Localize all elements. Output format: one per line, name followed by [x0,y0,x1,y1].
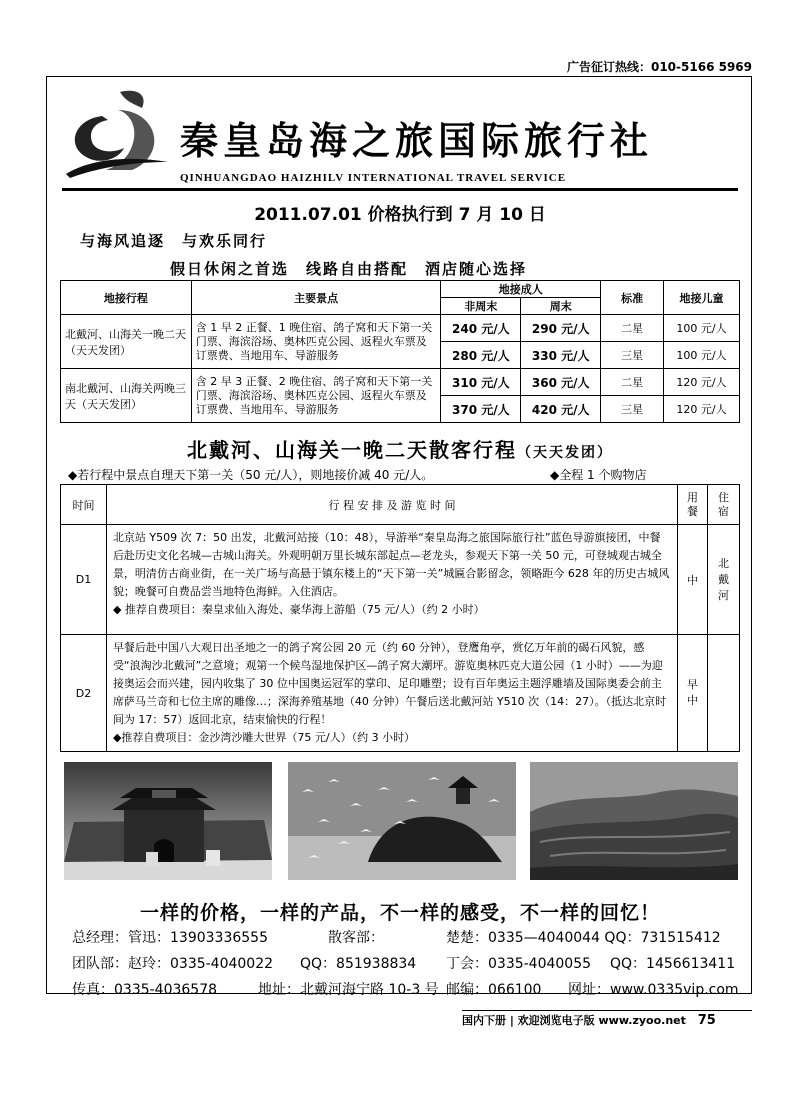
header-sights: 主要景点 [191,281,441,315]
contact-ding: 丁会：0335-4040055 [446,956,592,972]
price-weekday: 280 元/人 [441,342,521,369]
photo-shanhaiguan-gate [64,762,272,880]
price-weekend: 290 元/人 [521,315,601,342]
contact-team-dept: 团队部：赵玲：0335-4040022 [72,956,274,972]
day-schedule: 北京站 Y509 次 7：50 出发，北戴河站接（10：48），导游举“秦皇岛海之旅国际旅行社”蓝色导游旗接团，中餐后赴历史文化名城—古城山海关。外观明朝万里长城东部起点—老龙头，参观天下第一关 50 元，可登城观古城全景，明清仿古商业街，在一关广场与高悬于镇东楼上的“天下第一关”城匾合影留念，领略距今 628 年的历史古城风貌；晚餐可自费品尝当地特色海鲜。入住酒店。 [112,531,670,598]
header-time: 时间 [61,485,107,525]
contact-ding-qq: QQ：1456613411 [610,956,736,972]
day-recommend: ◆推荐自费项目：金沙湾沙雕大世界（75 元/人）（约 3 小时） [112,731,416,744]
tour-note-optional: ◆若行程中景点自理天下第一关（50 元/人），则地接价减 40 元/人。 [68,468,434,482]
day-meal: 中 [678,525,708,635]
price-child: 120 元/人 [664,396,740,423]
tour-note-shopping: ◆全程 1 个购物店 [550,468,647,482]
hotel-standard: 三星 [601,342,664,369]
page-number: 75 [697,1013,716,1028]
photo-pigeon-nest-seagulls [288,762,516,880]
photo-coastal-rocks [530,762,738,880]
day-recommend: ◆ 推荐自费项目：秦皇求仙入海处、豪华海上游船（75 元/人）（约 2 小时） [112,603,485,616]
route-name: 南北戴河、山海关两晚三天（天天发团） [61,369,192,423]
route-sights: 含 2 早 3 正餐、2 晚住宿、鸽子窝和天下第一关门票、海滨浴场、奥林匹克公园、返程火车票及订票费、当地用车、导游服务 [191,369,441,423]
header-standard: 标准 [601,281,664,315]
table-row [61,635,740,752]
price-weekend: 420 元/人 [521,396,601,423]
day-stay [707,635,739,752]
header-meal: 用餐 [678,485,708,525]
footer-divider [462,1010,752,1011]
price-weekend: 360 元/人 [521,369,601,396]
route-sights: 含 1 早 2 正餐、1 晚住宿、鸽子窝和天下第一关门票、海滨浴场、奥林匹克公园、返程火车票及订票费、当地用车、导游服务 [191,315,441,369]
price-child: 100 元/人 [664,342,740,369]
price-weekday: 370 元/人 [441,396,521,423]
header-stay: 住宿 [707,485,739,525]
price-weekday: 240 元/人 [441,315,521,342]
day-label: D1 [61,525,107,635]
day-description [106,635,677,752]
footer-text: 国内下册 | 欢迎浏览电子版 www.zyoo.net [462,1014,686,1027]
contact-fit-dept: 散客部： [328,930,384,946]
contact-chuchu: 楚楚：0335—4040044 QQ：731515412 [446,930,721,946]
price-weekend: 330 元/人 [521,342,601,369]
contact-gm: 总经理：管迅：13903336555 [72,930,268,946]
table-row [61,315,740,342]
day-schedule: 早餐后赴中国八大观日出圣地之一的鸽子窝公园 20 元（约 60 分钟），登鹰角亭，赏亿万年前的碣石风貌，感受“浪淘沙北戴河”之意境；观第一个候鸟湿地保护区—鸽子窝大潮坪。游览奥林匹克大道公园（1 小时）——为迎接奥运会而兴建，园内收集了 30 位中国奥运冠军的掌印、足印雕塑；设有百年奥运主题浮雕墙及国际奥委会前主席萨马兰奇和七位主席的雕像…；深海养殖基地（40 分钟）午餐后送北戴河站 Y510 次（14：27）。（抵达北京时间为 17：57）返回北京，结束愉快的行程！ [112,641,667,726]
contact-team-qq: QQ：851938834 [300,956,417,972]
hotel-standard: 三星 [601,396,664,423]
agency-logo-icon [62,86,170,178]
hotel-standard: 二星 [601,315,664,342]
slogan-secondary: 假日休闲之首选 线路自由搭配 酒店随心选择 [170,260,528,278]
day-label: D2 [61,635,107,752]
contact-fax: 传真：0335-4036578 [72,982,218,998]
table-row [61,525,740,635]
contact-address: 地址：北戴河海宁路 10-3 号 [258,982,439,998]
slogan-primary: 与海风追逐 与欢乐同行 [80,232,268,250]
agency-title-cn: 秦皇岛海之旅国际旅行社 [180,118,654,163]
tour-title [0,434,800,463]
ad-hotline: 广告征订热线：010-5166 5969 [566,60,752,74]
header-adult: 地接成人 [441,281,601,298]
agency-title-en: QINHUANGDAO HAIZHILV INTERNATIONAL TRAVEL SERVICE [180,172,567,184]
hotel-standard: 二星 [601,369,664,396]
header-child: 地接儿童 [664,281,740,315]
header-schedule: 行 程 安 排 及 游 览 时 间 [106,485,677,525]
brand-tagline: 一样的价格，一样的产品，不一样的感受，不一样的回忆！ [139,902,660,924]
header-weekend: 周末 [521,298,601,315]
table-row [61,369,740,396]
price-child: 120 元/人 [664,369,740,396]
contact-website: 网址：www.0335vip.com [568,982,739,998]
tour-title-main: 北戴河、山海关一晚二天散客行程 [187,438,517,462]
header-route: 地接行程 [61,281,192,315]
day-stay: 北戴河 [707,525,739,635]
price-table [60,280,740,423]
price-child: 100 元/人 [664,315,740,342]
day-description [106,525,677,635]
contact-postcode: 邮编：066100 [446,982,542,998]
price-weekday: 310 元/人 [441,369,521,396]
tour-title-suffix: （天天发团） [517,445,613,461]
price-validity: 2011.07.01 价格执行到 7 月 10 日 [254,205,546,225]
page-footer [462,1012,716,1028]
header-weekday: 非周末 [441,298,521,315]
route-name: 北戴河、山海关一晚二天（天天发团） [61,315,192,369]
title-divider [62,188,738,191]
itinerary-table [60,484,740,752]
day-meal: 早中 [678,635,708,752]
